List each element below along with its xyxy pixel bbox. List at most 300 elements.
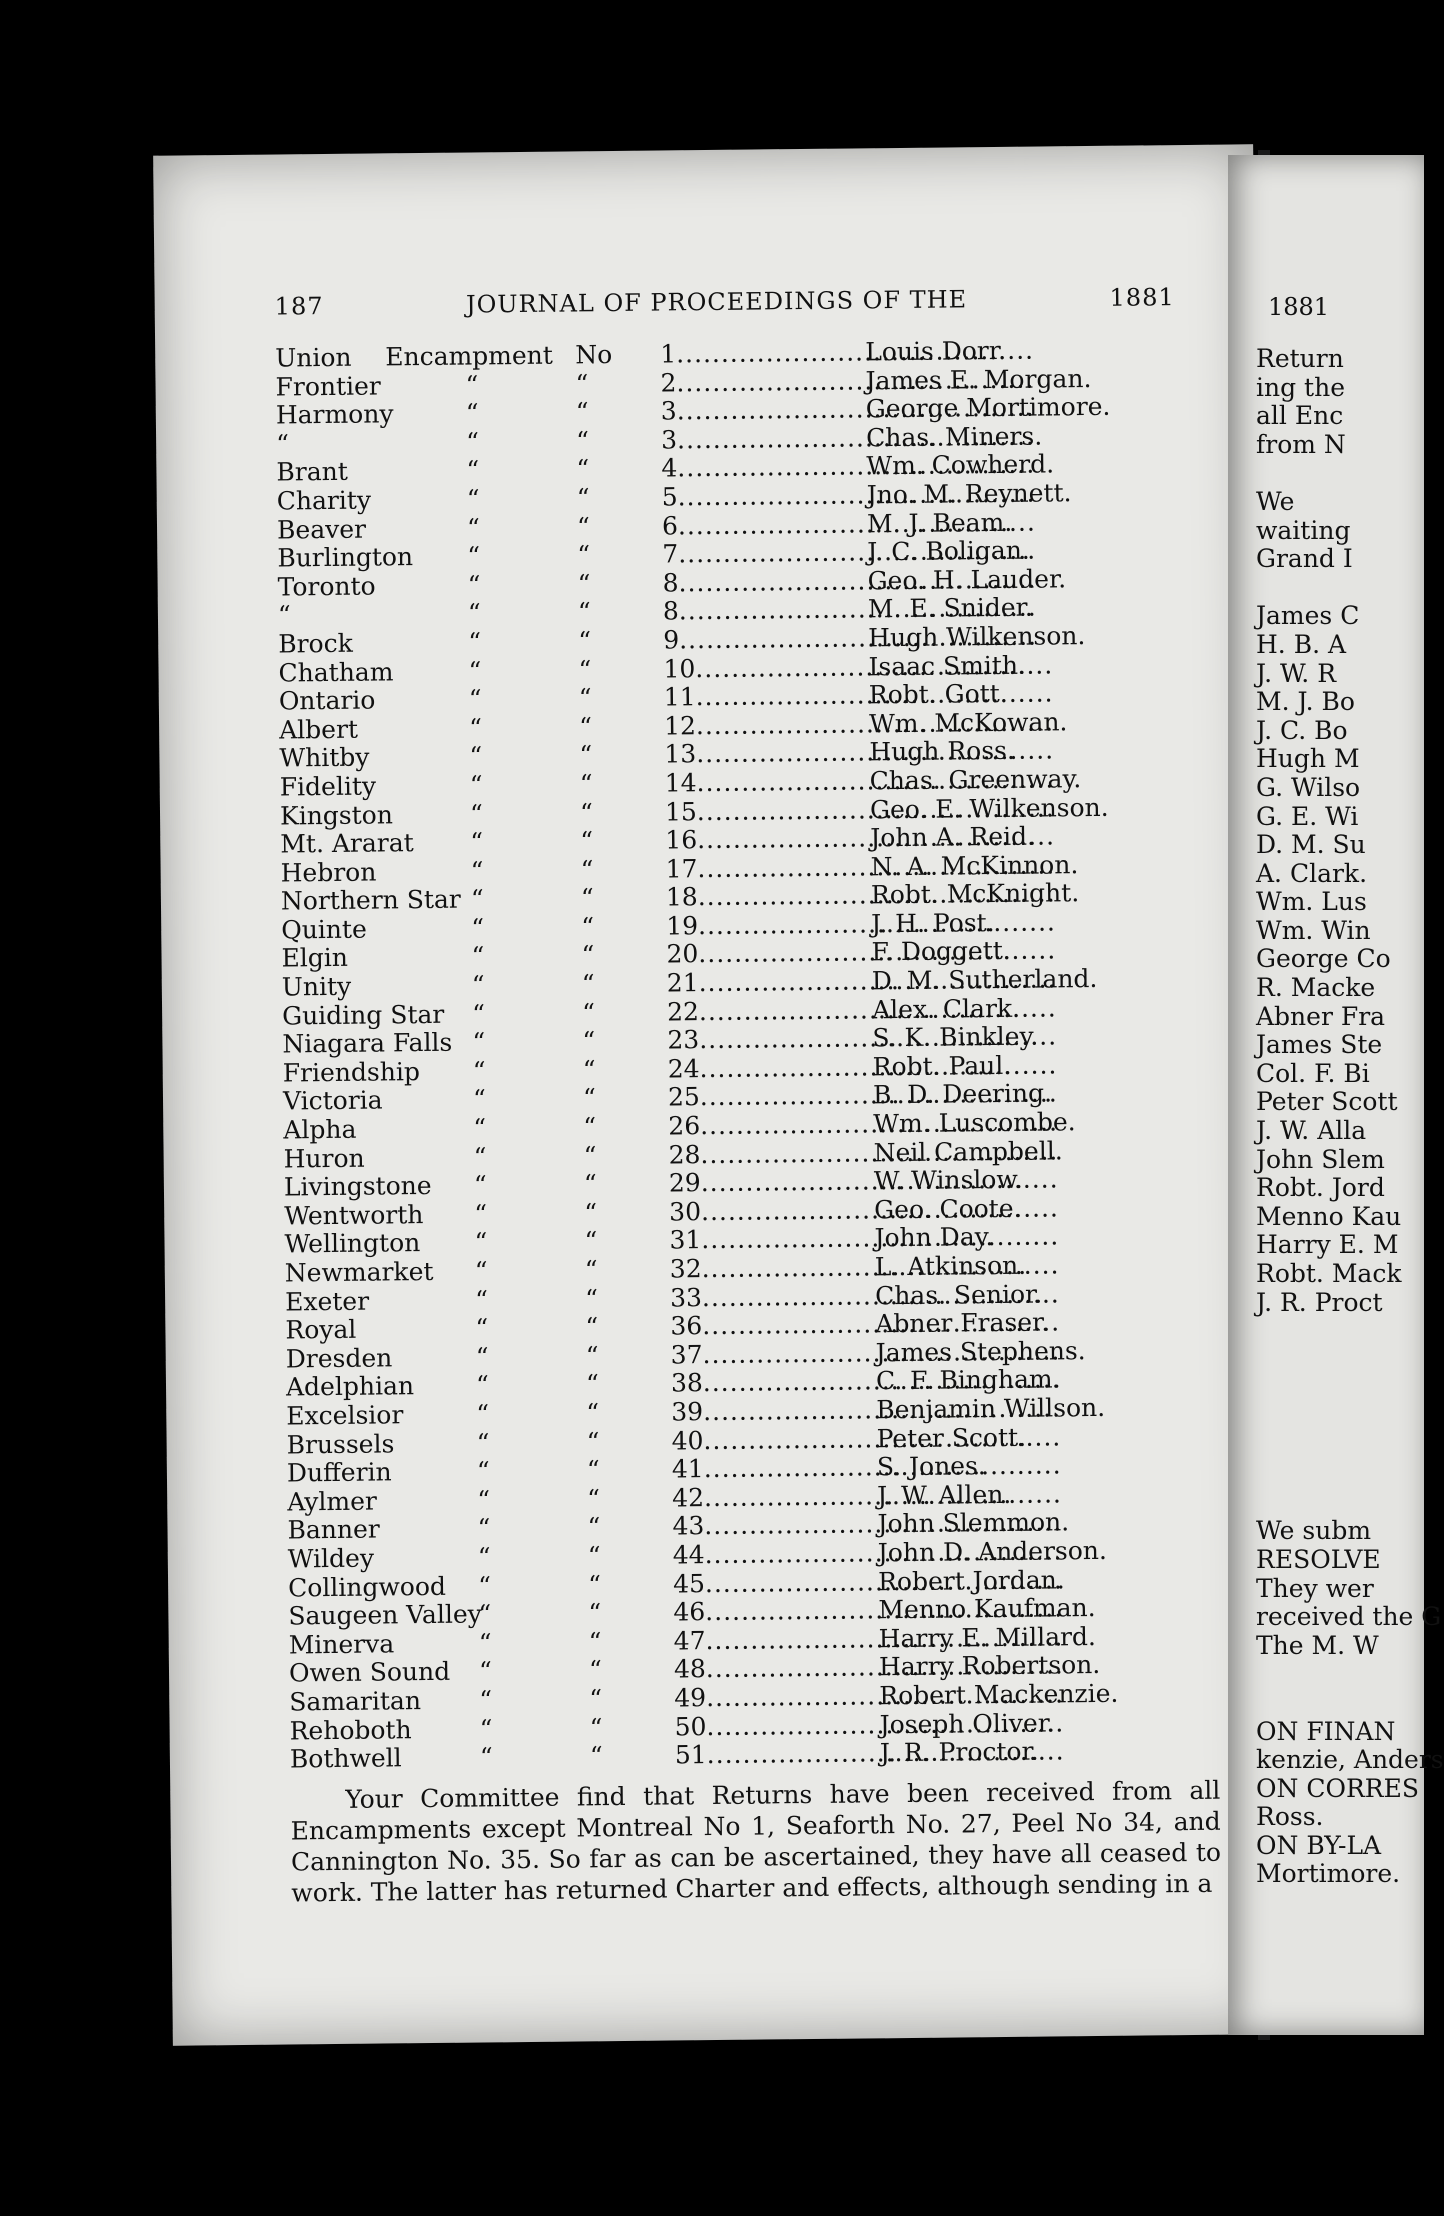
encampment-ditto: “ — [467, 570, 481, 600]
facing-page-line: Return — [1256, 344, 1344, 373]
facing-page-line: J. W. R — [1256, 658, 1337, 688]
no-ditto: No — [575, 340, 613, 370]
encampment-number: 50 ..... — [674, 1711, 874, 1742]
facing-page-line: Mortimore. — [1256, 1859, 1401, 1889]
encampment-name: Adelphian — [285, 1371, 415, 1402]
encampment-name: Beaver — [276, 514, 367, 545]
representative-name: Geo. E. Wilkenson. — [869, 792, 1109, 824]
encampment-name: Saugeen Valley — [288, 1599, 482, 1631]
representative-name: L. Atkinson. — [874, 1250, 1027, 1282]
encampment-name: Mt. Ararat — [280, 828, 414, 859]
encampment-name: Toronto — [277, 571, 376, 602]
encampment-ditto: “ — [479, 1685, 493, 1715]
encampment-number: 8 ..... — [663, 596, 863, 627]
no-ditto: “ — [587, 1541, 601, 1571]
encampment-number: 10 ..... — [663, 653, 863, 684]
encampment-number: 15 ..... — [665, 796, 865, 827]
encampment-number: 48 ..... — [674, 1654, 874, 1685]
encampment-ditto: “ — [468, 627, 482, 657]
encampment-ditto: “ — [466, 512, 480, 543]
representative-name: S. K. Binkley. — [872, 1021, 1039, 1053]
facing-page-line: George Co — [1256, 944, 1391, 974]
encampment-name: Ontario — [278, 685, 376, 716]
facing-page-line: ON FINAN — [1256, 1716, 1396, 1746]
encampment-number: 17 ..... — [665, 853, 865, 884]
no-ditto: “ — [575, 397, 589, 427]
no-ditto: “ — [577, 569, 591, 599]
facing-page-line: from N — [1256, 429, 1346, 459]
encampment-name: Livingstone — [283, 1171, 432, 1202]
facing-page-line: kenzie, Anders — [1256, 1745, 1444, 1775]
no-ditto: “ — [588, 1655, 602, 1685]
representative-name: Menno Kaufman. — [878, 1593, 1096, 1625]
encampment-number: 14 ..... — [665, 767, 865, 798]
encampment-ditto: “ — [465, 370, 479, 400]
no-ditto: “ — [586, 1398, 600, 1428]
facing-page-line: A. Clark. — [1256, 858, 1368, 888]
encampment-name: Royal — [285, 1314, 357, 1345]
facing-page-line: Abner Fra — [1256, 1001, 1386, 1031]
encampment-ditto: “ — [478, 1656, 492, 1686]
facing-page-line: RESOLVE — [1256, 1544, 1381, 1574]
facing-page-line: James Ste — [1256, 1030, 1383, 1060]
encampment-ditto: “ — [469, 741, 483, 771]
representative-name: Robert Jordan. — [877, 1564, 1065, 1596]
facing-page-line: J. W. Alla — [1256, 1116, 1367, 1146]
representative-name: Harry E. Millard. — [878, 1621, 1097, 1654]
encampment-name: Charity — [276, 485, 372, 516]
encampment-list — [275, 335, 1190, 1774]
encampment-ditto: “ — [471, 970, 485, 1000]
encampment-number: 18 ..... — [666, 882, 866, 913]
representative-name: James E. Morgan. — [865, 363, 1092, 395]
encampment-ditto: “ — [474, 1227, 488, 1257]
representative-name: Harry Robertson. — [878, 1650, 1101, 1682]
facing-page-line: Hugh M — [1256, 744, 1360, 774]
encampment-ditto: “ — [476, 1456, 490, 1486]
journal-page — [153, 144, 1273, 2045]
encampment-ditto: “ — [476, 1427, 490, 1458]
running-title: JOURNAL OF PROCEEDINGS OF THE — [465, 285, 968, 319]
representative-name: C. F. Bingham. — [875, 1364, 1061, 1396]
encampment-name: Owen Sound — [288, 1657, 451, 1688]
no-ditto: “ — [587, 1569, 602, 1599]
representative-name: John Day. — [874, 1222, 994, 1253]
encampment-name: Whitby — [279, 742, 370, 773]
representative-name: Neil Campbell. — [873, 1135, 1063, 1167]
encampment-number: 23 ..... — [667, 1025, 867, 1056]
encampment-number: 11 ..... — [664, 682, 864, 713]
encampment-ditto: “ — [465, 398, 479, 428]
no-ditto: “ — [582, 1083, 596, 1113]
encampment-name: Dresden — [285, 1343, 393, 1374]
encampment-name: Burlington — [277, 542, 414, 573]
encampment-ditto: “ — [465, 427, 480, 457]
representative-name: Louis Dorr. — [865, 335, 1007, 367]
encampment-number: 13 ..... — [664, 739, 864, 770]
facing-page-line: H. B. A — [1256, 629, 1347, 659]
encampment-ditto: “ — [468, 655, 482, 686]
facing-page-year: 1881 — [1268, 293, 1330, 321]
facing-page-line — [1256, 1689, 1444, 1718]
no-ditto: “ — [588, 1626, 602, 1657]
encampment-number: 9 ..... — [663, 624, 863, 655]
no-ditto: “ — [587, 1483, 601, 1514]
encampment-ditto: “ — [477, 1570, 492, 1601]
encampment-number: 12 ..... — [664, 710, 864, 741]
encampment-name: Wentworth — [284, 1199, 424, 1231]
encampment-number: 5 ..... — [662, 481, 862, 512]
encampment-ditto: “ — [475, 1370, 489, 1400]
encampment-ditto: “ — [478, 1599, 492, 1629]
encampment-ditto: “ — [479, 1742, 493, 1772]
encampment-ditto: “ — [472, 1056, 486, 1086]
encampment-name: Wellington — [284, 1228, 421, 1259]
encampment-ditto: “ — [472, 1027, 486, 1057]
no-ditto: “ — [578, 654, 592, 684]
encampment-name: Albert — [278, 714, 359, 745]
no-ditto: “ — [589, 1684, 603, 1714]
representative-name: W. Winslow. — [873, 1164, 1023, 1196]
representative-name: Alex. Clark. — [871, 993, 1021, 1024]
encampment-number: 26 ..... — [668, 1110, 868, 1141]
no-ditto: “ — [585, 1312, 599, 1342]
encampment-name: Huron — [283, 1143, 365, 1174]
facing-page-line: D. M. Su — [1256, 830, 1366, 860]
facing-page-line: Peter Scott — [1256, 1087, 1398, 1117]
no-ditto: “ — [588, 1598, 602, 1628]
representative-name: John D. Anderson. — [877, 1535, 1108, 1568]
facing-page-line — [1256, 1374, 1444, 1403]
representative-name: Chas. Greenway. — [869, 764, 1082, 796]
no-ditto: “ — [577, 540, 591, 570]
representative-name: D. M. Sutherland. — [871, 964, 1098, 996]
encampment-ditto: “ — [473, 1113, 487, 1143]
encampment-number: 43 ..... — [672, 1511, 872, 1542]
encampment-ditto: “ — [471, 941, 485, 971]
encampment-number: 29 ..... — [669, 1168, 869, 1199]
encampment-ditto: “ — [470, 827, 484, 857]
no-ditto: “ — [576, 454, 590, 484]
facing-page-line: They wer — [1256, 1573, 1374, 1603]
facing-page-line: John Slem — [1256, 1144, 1385, 1174]
encampment-ditto: “ — [474, 1199, 488, 1229]
encampment-ditto: “ — [475, 1313, 489, 1343]
facing-page-line: ing the — [1256, 372, 1345, 402]
encampment-number: 1 ..... — [660, 338, 860, 369]
encampment-name: Brock — [278, 628, 353, 659]
no-ditto: “ — [583, 1169, 597, 1199]
page-year: 1881 — [1109, 283, 1175, 312]
facing-page-line — [1256, 1403, 1444, 1432]
no-ditto: “ — [575, 426, 590, 456]
encampment-number: 28 ..... — [668, 1139, 868, 1170]
no-ditto: “ — [586, 1426, 600, 1456]
encampment-ditto: “ — [470, 884, 484, 914]
encampment-name: Minerva — [288, 1629, 395, 1660]
no-ditto: “ — [576, 511, 590, 541]
representative-name: M. J. Beam. — [866, 507, 1013, 538]
encampment-number: 6 ..... — [662, 510, 862, 541]
no-ditto: “ — [589, 1741, 603, 1771]
encampment-number: 8 ..... — [662, 567, 862, 598]
facing-page-line: James C — [1256, 601, 1360, 631]
page-header — [275, 283, 1175, 320]
encampment-number: 39 ..... — [671, 1396, 871, 1427]
encampment-name: Chatham — [278, 656, 394, 688]
facing-page-line: received the G — [1256, 1602, 1442, 1632]
encampment-ditto: “ — [466, 455, 480, 485]
facing-page-line: G. E. Wi — [1256, 801, 1359, 831]
representative-name: Jno. M. Reynett. — [866, 478, 1072, 510]
facing-page-line — [1256, 1660, 1444, 1689]
facing-page-line — [1256, 1317, 1444, 1346]
encampment-ditto: “ — [467, 541, 481, 571]
encampment-name: Collingwood — [287, 1571, 447, 1603]
encampment-name: Dufferin — [286, 1457, 392, 1488]
facing-page-line: ON CORRES — [1256, 1773, 1419, 1803]
no-ditto: “ — [581, 940, 595, 970]
no-ditto: “ — [579, 740, 593, 770]
encampment-name: Brussels — [286, 1428, 395, 1460]
representative-name: Geo. Coote. — [874, 1193, 1022, 1225]
encampment-ditto: “ — [475, 1342, 489, 1372]
facing-page-line: M. J. Bo — [1256, 687, 1355, 717]
facing-page-line: Robt. Jord — [1256, 1173, 1385, 1203]
facing-page-line — [1256, 1460, 1444, 1489]
representative-name: Hugh Wilkenson. — [868, 621, 1086, 653]
no-ditto: “ — [582, 1055, 596, 1085]
encampment-number: 30 ..... — [669, 1196, 869, 1227]
encampment-name: Rehoboth — [289, 1714, 412, 1745]
encampment-ditto: “ — [477, 1513, 491, 1543]
encampment-number: 4 ..... — [661, 453, 861, 484]
encampment-ditto: “ — [473, 1170, 487, 1200]
encampment-name: Alpha — [283, 1114, 357, 1145]
facing-page-line — [1256, 574, 1444, 603]
facing-page-line: all Enc — [1256, 401, 1344, 431]
encampment-number: 46 ..... — [673, 1596, 873, 1627]
encampment-name: Northern Star — [280, 884, 461, 916]
representative-name: John Slemmon. — [877, 1507, 1070, 1539]
encampment-number: 19 ..... — [666, 910, 866, 941]
encampment-name: Friendship — [282, 1056, 421, 1088]
encampment-number: 38 ..... — [671, 1368, 871, 1399]
encampment-number: 16 ..... — [665, 824, 865, 855]
encampment-name: Niagara Falls — [282, 1027, 453, 1059]
encampment-ditto: “ — [471, 913, 485, 943]
representative-name: Chas. Miners. — [865, 421, 1043, 453]
facing-page-line: Col. F. Bi — [1256, 1058, 1370, 1088]
representative-name: Isaac Smith. — [868, 650, 1027, 681]
encampment-ditto: “ — [479, 1713, 493, 1743]
encampment-ditto: “ — [469, 798, 483, 829]
encampment-ditto: “ — [474, 1284, 489, 1315]
representative-name: Robt. Gott. — [868, 679, 1008, 710]
encampment-ditto: “ — [478, 1628, 492, 1658]
facing-page-line: We — [1256, 486, 1295, 516]
representative-name: Geo. H. Lauder. — [867, 564, 1067, 596]
encampment-name: Guiding Star — [281, 999, 445, 1031]
facing-page-line: The M. W — [1256, 1630, 1379, 1660]
encampment-ditto: “ — [468, 713, 483, 743]
encampment-name: “ — [277, 600, 291, 630]
encampment-ditto: “ — [466, 484, 480, 514]
no-ditto: “ — [581, 997, 596, 1028]
facing-page-line: We subm — [1256, 1516, 1372, 1546]
no-ditto: “ — [582, 1026, 596, 1056]
no-ditto: “ — [578, 683, 592, 713]
encampment-number: 3 ..... — [661, 424, 861, 455]
facing-page-line: Robt. Mack — [1256, 1259, 1402, 1288]
committee-paragraph: Your Committee find that Returns have been received from all Encampments except Montreal No 1, Seaforth No. 27, Peel No 34, and Cannington No. 35. So far as can be ascertained, they have all ceased to work. The latter has returned Charter and effects, although sending in a — [290, 1775, 1222, 1908]
representative-name: J. H. Post. — [871, 907, 995, 939]
encampment-ditto: “ — [472, 1084, 486, 1114]
encampment-ditto: “ — [469, 770, 483, 800]
encampment-name: Bothwell — [289, 1743, 402, 1774]
encampment-ditto: “ — [477, 1485, 491, 1515]
encampment-number: 36 ..... — [670, 1311, 870, 1342]
facing-page-line: R. Macke — [1256, 973, 1376, 1003]
page-number: 187 — [274, 292, 324, 321]
representative-name: J. W. Allen. — [877, 1479, 1012, 1511]
facing-page-text — [1256, 345, 1444, 1889]
encampment-ditto: “ — [474, 1256, 488, 1286]
encampment-ditto: “ — [470, 856, 484, 886]
encampment-name: “ — [276, 429, 290, 459]
no-ditto: “ — [586, 1455, 600, 1485]
no-ditto: “ — [581, 969, 595, 999]
representative-name: Robt. Paul. — [872, 1050, 1012, 1082]
representative-name: Wm. Cowherd. — [866, 449, 1055, 481]
encampment-name: Frontier — [275, 371, 381, 402]
no-ditto: “ — [583, 1112, 597, 1142]
no-ditto: “ — [581, 912, 595, 942]
no-ditto: “ — [580, 854, 594, 885]
encampment-name: Banner — [287, 1514, 380, 1545]
representative-name: Hugh Ross. — [869, 736, 1015, 767]
encampment-number: 44 ..... — [673, 1539, 873, 1570]
encampment-ditto: “ — [477, 1542, 491, 1572]
no-ditto: “ — [579, 769, 593, 799]
encampment-number: 51 ..... — [675, 1739, 875, 1770]
encampment-number: 22 ..... — [667, 996, 867, 1027]
encampment-name: Aylmer — [287, 1486, 378, 1517]
representative-name: J. R. Proctor. — [879, 1736, 1039, 1768]
encampment-name: Elgin — [281, 943, 349, 973]
no-ditto: “ — [585, 1340, 599, 1371]
no-ditto: “ — [584, 1255, 598, 1285]
facing-page-line: J. R. Proct — [1256, 1287, 1383, 1317]
encampment-name: Brant — [276, 457, 348, 487]
no-ditto: “ — [585, 1369, 599, 1399]
no-ditto: “ — [580, 826, 594, 856]
no-ditto: “ — [578, 626, 592, 656]
representative-name: F. Doggett. — [871, 936, 1011, 967]
representative-name: Benjamin Willson. — [876, 1392, 1106, 1425]
encampment-ditto: Encampment — [385, 340, 554, 372]
facing-page-line — [1256, 1346, 1444, 1375]
facing-page-line: Ross. — [1256, 1802, 1324, 1832]
representative-name: James Stephens. — [875, 1335, 1086, 1368]
encampment-number: 47 ..... — [674, 1625, 874, 1656]
encampment-number: 31 ..... — [669, 1225, 869, 1256]
facing-page-line: Wm. Lus — [1256, 887, 1367, 917]
facing-page-line: Wm. Win — [1256, 915, 1371, 945]
encampment-number: 49 ..... — [674, 1682, 874, 1713]
no-ditto: “ — [587, 1512, 601, 1542]
encampment-ditto: “ — [467, 598, 481, 628]
no-ditto: “ — [578, 711, 593, 742]
encampment-number: 45 ..... — [673, 1568, 873, 1599]
encampment-number: 7 ..... — [662, 539, 862, 570]
encampment-number: 32 ..... — [670, 1253, 870, 1284]
no-ditto: “ — [584, 1283, 599, 1313]
encampment-name: Samaritan — [289, 1685, 422, 1717]
facing-page-line — [1256, 1489, 1444, 1518]
encampment-name: Victoria — [282, 1085, 383, 1116]
encampment-number: 21 ..... — [667, 967, 867, 998]
encampment-number: 37 ..... — [671, 1339, 871, 1370]
representative-name: George Mortimore. — [865, 391, 1111, 424]
encampment-name: Hebron — [280, 857, 377, 888]
encampment-name: Exeter — [284, 1286, 370, 1317]
encampment-number: 3 ..... — [661, 396, 861, 427]
representative-name: Chas. Senior. — [874, 1279, 1043, 1310]
facing-page-line: waiting — [1256, 515, 1351, 545]
representative-name: Wm. Luscombe. — [873, 1107, 1076, 1139]
encampment-name: Unity — [281, 971, 352, 1002]
no-ditto: “ — [579, 797, 593, 827]
encampment-number: 2 ..... — [660, 367, 860, 398]
encampment-name: Newmarket — [284, 1256, 434, 1288]
facing-page-line — [1256, 459, 1444, 488]
representative-name: J. C. Boligan. — [867, 535, 1030, 567]
facing-page-line — [1256, 1432, 1444, 1461]
no-ditto: “ — [576, 483, 590, 513]
encampment-ditto: “ — [468, 684, 482, 714]
representative-name: N. A. McKinnon. — [870, 849, 1079, 882]
encampment-number: 42 ..... — [672, 1482, 872, 1513]
encampment-number: 24 ..... — [668, 1053, 868, 1084]
encampment-number: 41 ..... — [672, 1454, 872, 1485]
facing-page — [1228, 155, 1444, 2035]
facing-page-line: J. C. Bo — [1256, 715, 1348, 745]
no-ditto: “ — [584, 1198, 598, 1228]
encampment-ditto: “ — [471, 999, 486, 1029]
encampment-name: Wildey — [287, 1543, 375, 1574]
representative-name: Abner Fraser. — [875, 1307, 1050, 1339]
representative-name: John A. Reid. — [870, 821, 1036, 853]
representative-name: Robert Mackenzie. — [879, 1678, 1119, 1711]
no-ditto: “ — [577, 597, 591, 627]
encampment-number: 25 ..... — [668, 1082, 868, 1113]
encampment-name: Kingston — [279, 799, 394, 831]
representative-name: Peter Scott. — [876, 1422, 1027, 1453]
representative-name: Wm. McKowan. — [868, 706, 1068, 739]
facing-page-line: Menno Kau — [1256, 1201, 1402, 1231]
encampment-ditto: “ — [473, 1142, 487, 1172]
encampment-name: Union — [275, 342, 352, 373]
no-ditto: “ — [584, 1226, 598, 1256]
facing-page-line: Harry E. M — [1256, 1230, 1399, 1260]
facing-page-line: Grand I — [1256, 544, 1353, 574]
encampment-number: 20 ..... — [666, 939, 866, 970]
encampment-number: 33 ..... — [670, 1282, 870, 1313]
representative-name: Robt. McKnight. — [870, 878, 1080, 910]
encampment-ditto: “ — [476, 1399, 490, 1429]
no-ditto: “ — [575, 368, 589, 398]
